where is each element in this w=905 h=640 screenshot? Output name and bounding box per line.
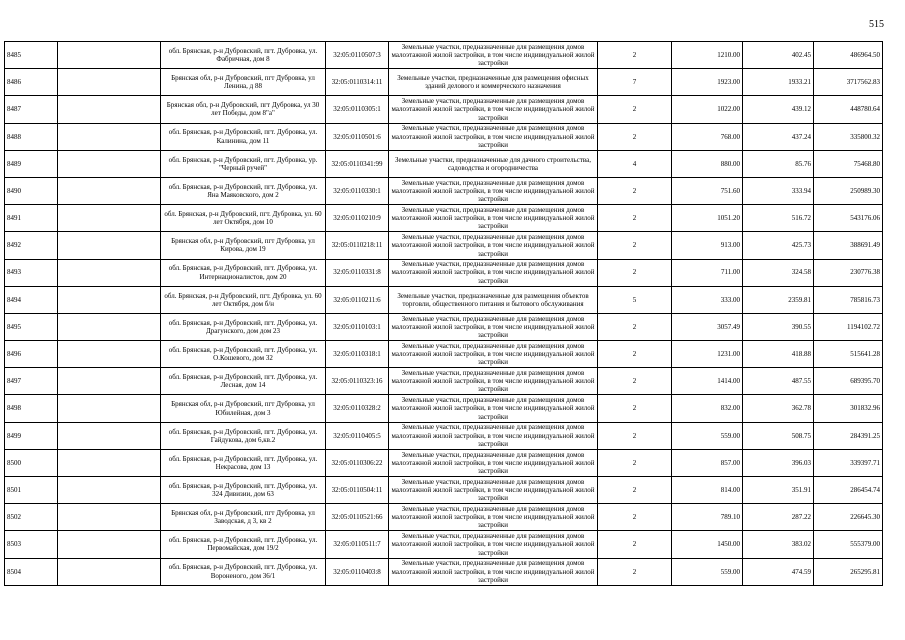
group-cell: 2	[598, 96, 672, 123]
land-use-cell: Земельные участки, предназначенные для размещения домов малоэтажной жилой застройки, в том числе индивидуальной жилой застройки	[389, 313, 598, 340]
land-use-cell: Земельные участки, предназначенные для размещения домов малоэтажной жилой застройки, в том числе индивидуальной жилой застройки	[389, 558, 598, 585]
area-cell: 832.00	[672, 395, 743, 422]
specific-value-cell: 362.78	[743, 395, 814, 422]
row-number: 8499	[5, 422, 58, 449]
address-cell: обл. Брянская, р-н Дубровский, пгт. Дубровка, ул. Гайдукова, дом 6,кв.2	[161, 422, 326, 449]
cadastral-value-cell: 75468.80	[814, 150, 883, 177]
address-cell: обл. Брянская, р-н Дубровский, пгт. Дубровка, ул. 324 Дивизии, дом 63	[161, 477, 326, 504]
group-cell: 2	[598, 449, 672, 476]
blank-cell	[58, 286, 161, 313]
cadastral-number-cell: 32:05:0110341:99	[326, 150, 389, 177]
address-cell: Брянская обл, р-н Дубровский, пгт Дубровка, ул 30 лет Победы, дом 8"а"	[161, 96, 326, 123]
specific-value-cell: 516.72	[743, 205, 814, 232]
table-row	[5, 531, 883, 558]
table-row	[5, 177, 883, 204]
cadastral-value-cell: 265295.81	[814, 558, 883, 585]
area-cell: 880.00	[672, 150, 743, 177]
row-number: 8491	[5, 205, 58, 232]
group-cell: 2	[598, 205, 672, 232]
cadastral-value-cell: 250989.30	[814, 177, 883, 204]
row-number: 8487	[5, 96, 58, 123]
cadastral-value-cell: 339397.71	[814, 449, 883, 476]
blank-cell	[58, 341, 161, 368]
address-cell: обл. Брянская, р-н Дубровский, пгт. Дубровка, ул. Вороненого, дом 36/1	[161, 558, 326, 585]
address-cell: обл. Брянская, р-н Дубровский, пгт. Дубровка, ул. Первомайская, дом 19/2	[161, 531, 326, 558]
blank-cell	[58, 42, 161, 69]
cadastral-value-cell: 689395.70	[814, 368, 883, 395]
blank-cell	[58, 504, 161, 531]
address-cell: обл. Брянская, р-н Дубровский, пгт. Дубровка, ул. 60 лет Октября, дом 10	[161, 205, 326, 232]
specific-value-cell: 351.91	[743, 477, 814, 504]
row-number: 8485	[5, 42, 58, 69]
group-cell: 2	[598, 177, 672, 204]
cadastral-number-cell: 32:05:0110405:5	[326, 422, 389, 449]
area-cell: 1210.00	[672, 42, 743, 69]
specific-value-cell: 402.45	[743, 42, 814, 69]
land-use-cell: Земельные участки, предназначенные для размещения домов малоэтажной жилой застройки, в том числе индивидуальной жилой застройки	[389, 449, 598, 476]
area-cell: 1450.00	[672, 531, 743, 558]
address-cell: Брянская обл, р-н Дубровский, пгт Дубровка, ул Юбилейная, дом 3	[161, 395, 326, 422]
blank-cell	[58, 150, 161, 177]
blank-cell	[58, 177, 161, 204]
blank-cell	[58, 558, 161, 585]
group-cell: 2	[598, 477, 672, 504]
row-number: 8502	[5, 504, 58, 531]
cadastral-number-cell: 32:05:0110331:8	[326, 259, 389, 286]
cadastral-number-cell: 32:05:0110323:16	[326, 368, 389, 395]
area-cell: 913.00	[672, 232, 743, 259]
page-number: 515	[869, 19, 884, 30]
row-number: 8501	[5, 477, 58, 504]
table-row	[5, 449, 883, 476]
cadastral-value-cell: 335800.32	[814, 123, 883, 150]
group-cell: 2	[598, 558, 672, 585]
group-cell: 2	[598, 313, 672, 340]
cadastral-number-cell: 32:05:0110218:11	[326, 232, 389, 259]
area-cell: 814.00	[672, 477, 743, 504]
table-row	[5, 313, 883, 340]
blank-cell	[58, 96, 161, 123]
table-row	[5, 205, 883, 232]
land-use-cell: Земельные участки, предназначенные для размещения домов малоэтажной жилой застройки, в том числе индивидуальной жилой застройки	[389, 477, 598, 504]
row-number: 8504	[5, 558, 58, 585]
row-number: 8486	[5, 69, 58, 96]
group-cell: 2	[598, 341, 672, 368]
blank-cell	[58, 205, 161, 232]
area-cell: 333.00	[672, 286, 743, 313]
blank-cell	[58, 232, 161, 259]
cadastral-value-cell: 230776.38	[814, 259, 883, 286]
cadastral-number-cell: 32:05:0110210:9	[326, 205, 389, 232]
land-use-cell: Земельные участки, предназначенные для размещения домов малоэтажной жилой застройки, в том числе индивидуальной жилой застройки	[389, 205, 598, 232]
cadastral-value-cell: 515641.28	[814, 341, 883, 368]
land-use-cell: Земельные участки, предназначенные для дачного строительства, садоводства и огородничества	[389, 150, 598, 177]
cadastral-number-cell: 32:05:0110314:11	[326, 69, 389, 96]
table-row	[5, 232, 883, 259]
cadastral-number-cell: 32:05:0110305:1	[326, 96, 389, 123]
table-row	[5, 259, 883, 286]
blank-cell	[58, 395, 161, 422]
specific-value-cell: 2359.81	[743, 286, 814, 313]
cadastral-value-cell: 286454.74	[814, 477, 883, 504]
land-use-cell: Земельные участки, предназначенные для размещения объектов торговли, общественного питания и бытового обслуживания	[389, 286, 598, 313]
blank-cell	[58, 477, 161, 504]
specific-value-cell: 333.94	[743, 177, 814, 204]
table-row	[5, 150, 883, 177]
cadastral-number-cell: 32:05:0110511:7	[326, 531, 389, 558]
group-cell: 2	[598, 531, 672, 558]
area-cell: 857.00	[672, 449, 743, 476]
land-use-cell: Земельные участки, предназначенные для размещения офисных зданий делового и коммерческого назначения	[389, 69, 598, 96]
address-cell: обл. Брянская, р-н Дубровский, пгт. Дубровка, ул. О.Кошевого, дом 32	[161, 341, 326, 368]
cadastral-number-cell: 32:05:0110103:1	[326, 313, 389, 340]
cadastral-number-cell: 32:05:0110507:3	[326, 42, 389, 69]
area-cell: 751.60	[672, 177, 743, 204]
address-cell: обл. Брянская, р-н Дубровский, пгт. Дубровка, ул. Интернационалистов, дом 20	[161, 259, 326, 286]
cadastral-number-cell: 32:05:0110501:6	[326, 123, 389, 150]
group-cell: 5	[598, 286, 672, 313]
table-row	[5, 477, 883, 504]
row-number: 8495	[5, 313, 58, 340]
row-number: 8503	[5, 531, 58, 558]
land-use-cell: Земельные участки, предназначенные для размещения домов малоэтажной жилой застройки, в том числе индивидуальной жилой застройки	[389, 259, 598, 286]
row-number: 8496	[5, 341, 58, 368]
table-row	[5, 341, 883, 368]
table-row	[5, 395, 883, 422]
specific-value-cell: 487.55	[743, 368, 814, 395]
blank-cell	[58, 449, 161, 476]
row-number: 8490	[5, 177, 58, 204]
group-cell: 4	[598, 150, 672, 177]
address-cell: обл. Брянская, р-н Дубровский, пгт. Дубровка, ул. 60 лет Октября, дом б/н	[161, 286, 326, 313]
land-use-cell: Земельные участки, предназначенные для размещения домов малоэтажной жилой застройки, в том числе индивидуальной жилой застройки	[389, 395, 598, 422]
land-use-cell: Земельные участки, предназначенные для размещения домов малоэтажной жилой застройки, в том числе индивидуальной жилой застройки	[389, 96, 598, 123]
cadastral-value-cell: 785816.73	[814, 286, 883, 313]
cadastral-number-cell: 32:05:0110328:2	[326, 395, 389, 422]
land-cadastral-table	[4, 41, 883, 586]
table-row	[5, 368, 883, 395]
specific-value-cell: 85.76	[743, 150, 814, 177]
land-use-cell: Земельные участки, предназначенные для размещения домов малоэтажной жилой застройки, в том числе индивидуальной жилой застройки	[389, 177, 598, 204]
group-cell: 2	[598, 368, 672, 395]
row-number: 8498	[5, 395, 58, 422]
area-cell: 1231.00	[672, 341, 743, 368]
address-cell: обл. Брянская, р-н Дубровский, пгт. Дубровка, ул. Калинина, дом 11	[161, 123, 326, 150]
row-number: 8489	[5, 150, 58, 177]
group-cell: 2	[598, 123, 672, 150]
table-body	[5, 42, 883, 586]
address-cell: Брянская обл, р-н Дубровский, пгт Дубровка, ул Заводская, д 3, кв 2	[161, 504, 326, 531]
cadastral-value-cell: 226645.30	[814, 504, 883, 531]
specific-value-cell: 425.73	[743, 232, 814, 259]
area-cell: 559.00	[672, 422, 743, 449]
cadastral-value-cell: 388691.49	[814, 232, 883, 259]
table-row	[5, 69, 883, 96]
group-cell: 7	[598, 69, 672, 96]
land-use-cell: Земельные участки, предназначенные для размещения домов малоэтажной жилой застройки, в том числе индивидуальной жилой застройки	[389, 531, 598, 558]
row-number: 8494	[5, 286, 58, 313]
group-cell: 2	[598, 259, 672, 286]
blank-cell	[58, 69, 161, 96]
land-use-cell: Земельные участки, предназначенные для размещения домов малоэтажной жилой застройки, в том числе индивидуальной жилой застройки	[389, 368, 598, 395]
blank-cell	[58, 368, 161, 395]
land-use-cell: Земельные участки, предназначенные для размещения домов малоэтажной жилой застройки, в том числе индивидуальной жилой застройки	[389, 123, 598, 150]
table-row	[5, 504, 883, 531]
row-number: 8500	[5, 449, 58, 476]
table-row	[5, 123, 883, 150]
land-use-cell: Земельные участки, предназначенные для размещения домов малоэтажной жилой застройки, в том числе индивидуальной жилой застройки	[389, 42, 598, 69]
specific-value-cell: 383.02	[743, 531, 814, 558]
cadastral-value-cell: 284391.25	[814, 422, 883, 449]
table-row	[5, 42, 883, 69]
specific-value-cell: 439.12	[743, 96, 814, 123]
cadastral-value-cell: 555379.00	[814, 531, 883, 558]
specific-value-cell: 324.58	[743, 259, 814, 286]
cadastral-number-cell: 32:05:0110521:66	[326, 504, 389, 531]
row-number: 8492	[5, 232, 58, 259]
specific-value-cell: 287.22	[743, 504, 814, 531]
row-number: 8493	[5, 259, 58, 286]
area-cell: 1923.00	[672, 69, 743, 96]
group-cell: 2	[598, 504, 672, 531]
land-use-cell: Земельные участки, предназначенные для размещения домов малоэтажной жилой застройки, в том числе индивидуальной жилой застройки	[389, 341, 598, 368]
address-cell: обл. Брянская, р-н Дубровский, пгт. Дубровка, ул. Драгунского, дом дом 23	[161, 313, 326, 340]
land-use-cell: Земельные участки, предназначенные для размещения домов малоэтажной жилой застройки, в том числе индивидуальной жилой застройки	[389, 422, 598, 449]
cadastral-value-cell: 1194102.72	[814, 313, 883, 340]
area-cell: 789.10	[672, 504, 743, 531]
specific-value-cell: 390.55	[743, 313, 814, 340]
address-cell: обл. Брянская, р-н Дубровский, пгт. Дубровка, ул. Некрасова, дом 13	[161, 449, 326, 476]
row-number: 8497	[5, 368, 58, 395]
address-cell: обл. Брянская, р-н Дубровский, пгт. Дубровка, ул. Фабричная, дом 8	[161, 42, 326, 69]
area-cell: 1051.20	[672, 205, 743, 232]
area-cell: 1414.00	[672, 368, 743, 395]
specific-value-cell: 1933.21	[743, 69, 814, 96]
cadastral-number-cell: 32:05:0110504:11	[326, 477, 389, 504]
area-cell: 1022.00	[672, 96, 743, 123]
group-cell: 2	[598, 232, 672, 259]
blank-cell	[58, 422, 161, 449]
cadastral-value-cell: 448780.64	[814, 96, 883, 123]
cadastral-value-cell: 301832.96	[814, 395, 883, 422]
land-use-cell: Земельные участки, предназначенные для размещения домов малоэтажной жилой застройки, в том числе индивидуальной жилой застройки	[389, 232, 598, 259]
cadastral-value-cell: 3717562.83	[814, 69, 883, 96]
specific-value-cell: 396.03	[743, 449, 814, 476]
specific-value-cell: 418.88	[743, 341, 814, 368]
table-row	[5, 422, 883, 449]
address-cell: Брянская обл, р-н Дубровский, пгт Дубровка, ул Ленина, д 88	[161, 69, 326, 96]
area-cell: 559.00	[672, 558, 743, 585]
land-use-cell: Земельные участки, предназначенные для размещения домов малоэтажной жилой застройки, в том числе индивидуальной жилой застройки	[389, 504, 598, 531]
specific-value-cell: 474.59	[743, 558, 814, 585]
blank-cell	[58, 123, 161, 150]
group-cell: 2	[598, 422, 672, 449]
cadastral-number-cell: 32:05:0110318:1	[326, 341, 389, 368]
group-cell: 2	[598, 395, 672, 422]
cadastral-value-cell: 486964.50	[814, 42, 883, 69]
specific-value-cell: 437.24	[743, 123, 814, 150]
area-cell: 711.00	[672, 259, 743, 286]
table-row	[5, 558, 883, 585]
blank-cell	[58, 259, 161, 286]
table-row	[5, 96, 883, 123]
cadastral-number-cell: 32:05:0110306:22	[326, 449, 389, 476]
cadastral-number-cell: 32:05:0110211:6	[326, 286, 389, 313]
area-cell: 3057.49	[672, 313, 743, 340]
blank-cell	[58, 313, 161, 340]
specific-value-cell: 508.75	[743, 422, 814, 449]
cadastral-number-cell: 32:05:0110403:8	[326, 558, 389, 585]
group-cell: 2	[598, 42, 672, 69]
address-cell: обл. Брянская, р-н Дубровский, пгт. Дубровка, ул. Яна Маяковского, дом 2	[161, 177, 326, 204]
blank-cell	[58, 531, 161, 558]
area-cell: 768.00	[672, 123, 743, 150]
address-cell: обл. Брянская, р-н Дубровский, пгт. Дубровка, ур. "Черный ручей"	[161, 150, 326, 177]
cadastral-value-cell: 543176.06	[814, 205, 883, 232]
row-number: 8488	[5, 123, 58, 150]
address-cell: Брянская обл, р-н Дубровский, пгт Дубровка, ул Кирова, дом 19	[161, 232, 326, 259]
address-cell: обл. Брянская, р-н Дубровский, пгт. Дубровка, ул. Лесная, дом 14	[161, 368, 326, 395]
table-row	[5, 286, 883, 313]
cadastral-number-cell: 32:05:0110330:1	[326, 177, 389, 204]
